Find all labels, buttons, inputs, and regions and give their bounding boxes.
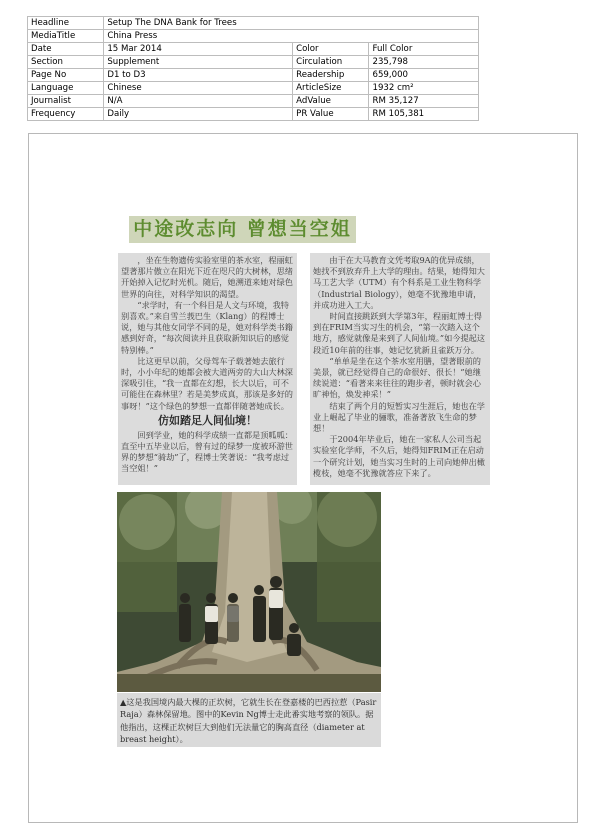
meta-row-section [28,56,479,69]
meta-row-frequency [28,108,479,121]
meta-label: Page No [28,69,104,82]
meta-label: AdValue [293,95,369,108]
meta-label: Headline [28,17,104,30]
meta-value: Chinese [104,82,293,95]
meta-label: PR Value [293,108,369,121]
meta-label: Section [28,56,104,69]
tree-photo [117,492,381,692]
article-paragraph: 由于在大马教育文凭考取9A的优异成绩，她找不到放弃升上大学的理由。结果，她得知大马工艺大学（UTM）有个科系是工业生物科学（Industrial Biology），她毫不犹豫地申请，并成功进入工大。 [313,255,485,310]
meta-row-mediatitle [28,30,479,43]
meta-value: Setup The DNA Bank for Trees [104,17,479,30]
meta-label: Color [293,43,369,56]
meta-value: China Press [104,30,479,43]
article-column-right [310,253,490,485]
metadata-table [27,16,479,121]
meta-row-language [28,82,479,95]
article-paragraph: 时间直接跳跃到大学第3年，程丽虹博士得到在FRIM当实习生的机会，“第一次踏入这个地方，感觉就像是来到了人间仙境。”如今提起这段近10年前的往事，她记忆犹新且雀跃万分。 [313,311,486,355]
article-paragraph: 回到学业，她的科学成绩一直都是顶呱呱：直至中五毕业以后，曾有过的绿梦一度被环游世界的梦想“骑劫”了，程博士笑著说：“我考虑过当空姐！” [121,429,293,474]
article-paragraph: 比这更早以前，父母驾车子载著她去旅行时，小小年纪的她都会被大道两旁的大山大林深深吸引住，“我一直都在幻想，长大以后，可不可能住在森林里？若是美梦成真，那该是多好的事呀！”这个绿色的梦想一直都伴随著她成长。 [121,355,293,411]
meta-label: Circulation [293,56,369,69]
meta-value: Daily [104,108,293,121]
meta-value: RM 105,381 [369,108,479,121]
meta-value: 659,000 [369,69,479,82]
article-headline: 中途改志向 曾想当空姐 [129,216,356,243]
meta-value: RM 35,127 [369,95,479,108]
tree-photo-illustration [117,492,381,692]
meta-value: Supplement [104,56,293,69]
meta-row-date [28,43,479,56]
meta-row-journalist [28,95,479,108]
meta-label: Journalist [28,95,104,108]
meta-value: N/A [104,95,293,108]
article-subheading: 仿如踏足人间仙境！ [158,413,257,427]
meta-label: Language [28,82,104,95]
article-paragraph: 于2004年毕业后，她在一家私人公司当起实验室化学师，不久后，她得知FRIM正在启动一个研究计划，她当实习生时的上司向她伸出橄榄枝，她毫不犹豫就答应下来了。 [313,434,485,478]
meta-label: ArticleSize [293,82,369,95]
meta-value: 15 Mar 2014 [104,43,293,56]
meta-value: 235,798 [369,56,479,69]
meta-row-page-no [28,69,479,82]
article-paragraph: ，坐在生物遗传实验室里的茶水室，程丽虹望著那片傲立在阳光下近在咫尺的大树林，思绪开始掉入记忆时光机。随后，她溯道来她对绿色世界的向往，对科学知识的渴望。 [121,255,293,299]
meta-value: Full Color [369,43,479,56]
article-paragraph: “单单是坐在这个茶水室用膳，望著眼前的美景，就已经觉得自己的命很好、很长！”她继续说道：“看著来来往往的跑步者，顿时就会心旷神怡，焕发神采！” [313,355,481,400]
clipping-frame [28,133,578,823]
meta-label: Frequency [28,108,104,121]
meta-value: 1932 cm² [369,82,479,95]
photo-caption: ▲这是我国境内最大棵的正坎树，它就生长在登嘉楼的巴西拉惹（Pasir Raja）森林保留地。图中的Kevin Ng博士走此番实地考察的领队。据他指出，这棵正坎树巨大到他们无法量它的胸高直径（diameter at breast height）。 [117,693,381,747]
meta-label: MediaTitle [28,30,104,43]
article-column-left [118,253,297,485]
article-paragraph: “求学时，有一个科目是人文与环境，我特别喜欢。”来自雪兰莪巴生（Klang）的程博士说，她与其他女同学不同的是，她对科学类书籍感到好奇，“每次阅读并且获取新知识后的感觉特别棒。” [121,299,293,355]
meta-value: D1 to D3 [104,69,293,82]
article-paragraph: 结束了两个月的短暂实习生涯后，她也在学业上崛起了毕业的骊歌，准备著放飞生命的梦想！ [313,400,485,434]
meta-label: Readership [293,69,369,82]
meta-label: Date [28,43,104,56]
meta-row-headline [28,17,479,30]
